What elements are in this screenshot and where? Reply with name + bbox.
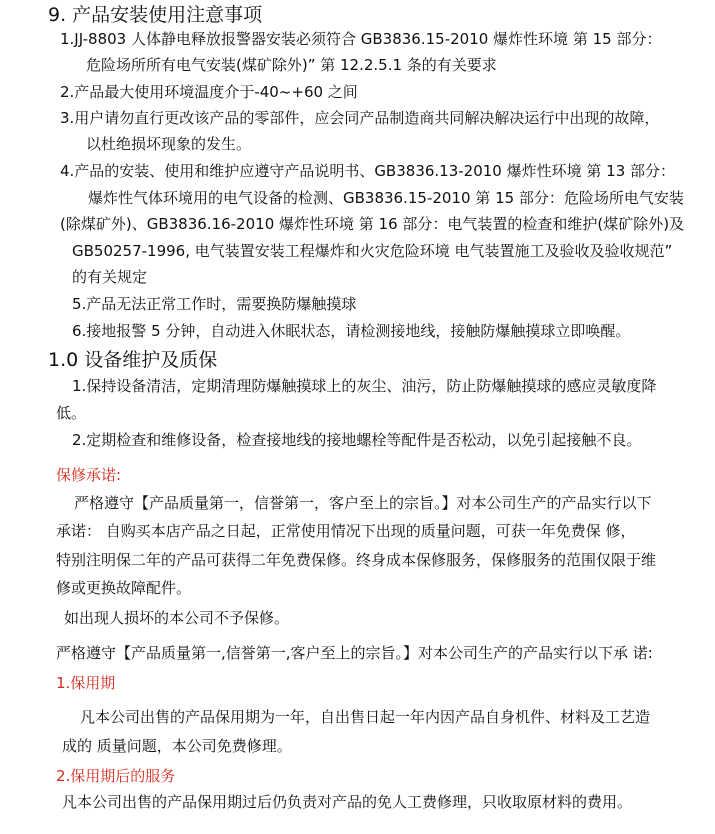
warranty-line: 承诺： 自购买本店产品之日起，正常使用情况下出现的质量问题，可获一年免费保 修， <box>56 522 636 540</box>
warranty-line: 严格遵守【产品质量第一,信誉第一,客户至上的宗旨。】对本公司生产的产品实行以下承 诺: <box>56 644 653 662</box>
section-10-line: 1.保持设备清洁，定期清理防爆触摸球上的灰尘、油污，防止防爆触摸球的感应灵敏度降 <box>72 377 657 395</box>
warranty-period-line: 凡本公司出售的产品保用期为一年，自出售日起一年内因产品自身机件、材料及工艺造 <box>80 708 651 726</box>
section-9-line: 的有关规定 <box>72 268 148 286</box>
section-10-line: 低。 <box>56 404 87 422</box>
section-9-line: 以杜绝损坏现象的发生。 <box>86 135 252 153</box>
section-9-line: 6.接地报警 5 分钟，自动进入休眠状态，请检测接地线，接触防爆触摸球立即唤醒。 <box>72 322 631 340</box>
section-9-line: 2.产品最大使用环境温度介于-40~+60 之间 <box>60 83 358 101</box>
section-9-line: 5.产品无法正常工作时，需要换防爆触摸球 <box>72 295 357 313</box>
section-9-title: 9. 产品安装使用注意事项 <box>48 4 263 26</box>
section-10-line: 2.定期检查和维修设备，检查接地线的接地螺栓等配件是否松动，以免引起接触不良。 <box>72 431 642 449</box>
warranty-period-heading: 1.保用期 <box>56 674 116 692</box>
warranty-line: 如出现人损坏的本公司不予保修。 <box>64 609 290 627</box>
warranty-after-line: 凡本公司出售的产品保用期过后仍负责对产品的免人工费修理，只收取原材料的费用。 <box>62 793 633 811</box>
warranty-line: 修或更换故障配件。 <box>56 579 192 597</box>
warranty-heading: 保修承诺: <box>56 466 122 484</box>
warranty-period-line: 成的 质量问题，本公司免费修理。 <box>62 737 292 755</box>
section-9-line: 危险场所所有电气安装(煤矿除外)” 第 12.2.5.1 条的有关要求 <box>86 56 497 74</box>
warranty-after-heading: 2.保用期后的服务 <box>56 767 176 785</box>
section-10-title: 1.0 设备维护及质保 <box>48 349 218 371</box>
section-9-line: (除煤矿外)、GB3836.16-2010 爆炸性环境 第 16 部分：电气装置的检查和维护(煤矿除外)及 <box>60 215 685 233</box>
section-9-line: 爆炸性气体环境用的电气设备的检测、GB3836.15-2010 第 15 部分：危险场所电气安装 <box>88 189 684 207</box>
section-9-line: 1.JJ-8803 人体静电释放报警器安装必须符合 GB3836.15-2010 爆炸性环境 第 15 部分： <box>60 30 662 48</box>
section-9-line: 3.用户请勿直行更改该产品的零部件，应会同产品制造商共同解决解决运行中出现的故障， <box>60 109 660 127</box>
warranty-line: 严格遵守【产品质量第一，信誉第一，客户至上的宗旨。】对本公司生产的产品实行以下 <box>74 494 652 512</box>
section-9-line: 4.产品的安装、使用和维护应遵守产品说明书、GB3836.13-2010 爆炸性环境 第 13 部分： <box>60 162 676 180</box>
section-9-line: GB50257-1996, 电气装置安装工程爆炸和火灾危险环境 电气装置施工及验收及验收规范” <box>72 242 673 260</box>
warranty-line: 特别注明保二年的产品可获得二年免费保修。终身成本保修服务，保修服务的范围仅限于维 <box>56 551 657 569</box>
